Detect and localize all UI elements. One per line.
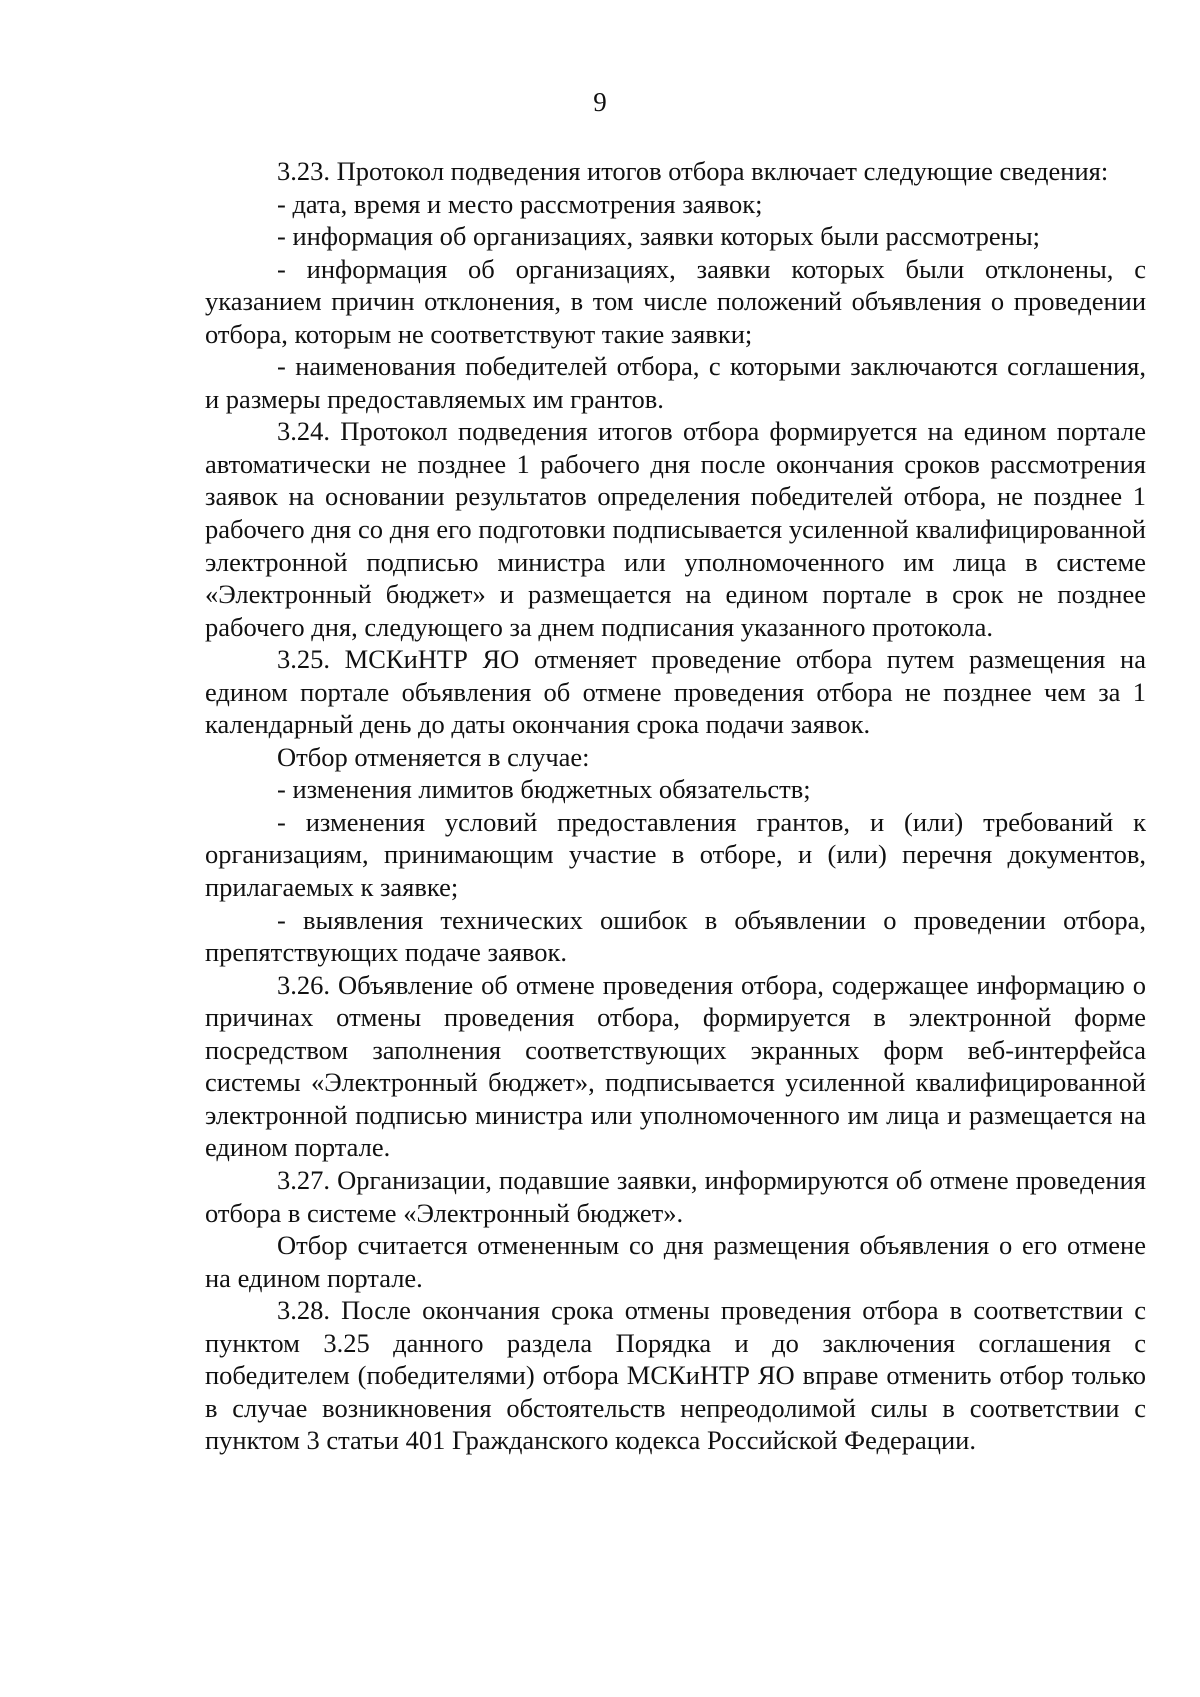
paragraph-3-23: 3.23. Протокол подведения итогов отбора включает следующие сведения: [277,156,1109,186]
paragraph-3-26: 3.26. Объявление об отмене проведения отбора, содержащее информацию о причинах отмены проведения отбора, формируется в электронной форме посредством заполнения соответствующих экранных форм веб-интерфейса системы «Электронный бюджет», подписывается усиленной квалифицированной электронной подписью министра или уполномоченного им лица и размещается на едином портале. [205,969,1146,1163]
paragraph-3-25: 3.25. МСКиНТР ЯО отменяет проведение отбора путем размещения на едином портале объявления об отмене проведения отбора не позднее чем за 1 календарный день до даты окончания срока подачи заявок. [205,644,1146,740]
list-item-winners: - наименования победителей отбора, с которыми заключаются соглашения, и размеры предоставляемых им грантов. [205,351,1146,414]
list-item-date-time-place: - дата, время и место рассмотрения заявок; [277,188,763,219]
document-body [205,155,1146,1457]
list-item-budget-limits: - изменения лимитов бюджетных обязательств; [277,774,811,805]
paragraph-3-28: 3.28. После окончания срока отмены проведения отбора в соответствии с пунктом 3.25 данного раздела Порядка и до заключения соглашения с победителем (победителями) отбора МСКиНТР ЯО вправе отменить отбор только в случае возникновения обстоятельств непреодолимой силы в соответствии с пунктом 3 статьи 401 Гражданского кодекса Российской Федерации. [205,1295,1146,1456]
list-item-grant-conditions: - изменения условий предоставления грантов, и (или) требований к организациям, принимающим участие в отборе, и (или) перечня документов, прилагаемых к заявке; [205,806,1146,903]
paragraph-3-27: 3.27. Организации, подавшие заявки, информируются об отмене проведения отбора в системе «Электронный бюджет». [205,1164,1146,1228]
paragraph-cancelled: Отбор считается отмененным со дня размещения объявления о его отмене на едином портале. [205,1230,1146,1293]
list-item-technical-errors: - выявления технических ошибок в объявлении о проведении отбора, препятствующих подаче заявок. [205,904,1146,968]
list-item-rejected-organizations: - информация об организациях, заявки которых были отклонены, с указанием причин отклонения, в том числе положений объявления о проведении отбора, которым не соответствуют такие заявки; [205,253,1146,349]
paragraph-3-24: 3.24. Протокол подведения итогов отбора формируется на едином портале автоматически не позднее 1 рабочего дня после окончания сроков рассмотрения заявок на основании результатов определения победителей отбора, не позднее 1 рабочего дня со дня его подготовки подписывается усиленной квалифицированной электронной подписью министра или уполномоченного им лица в системе «Электронный бюджет» и размещается на едином портале в срок не позднее рабочего дня, следующего за днем подписания указанного протокола. [205,416,1146,642]
list-item-reviewed-organizations: - информация об организациях, заявки которых были рассмотрены; [277,221,1040,252]
page-number: 9 [593,87,607,117]
paragraph-cancel-cases: Отбор отменяется в случае: [277,741,590,772]
